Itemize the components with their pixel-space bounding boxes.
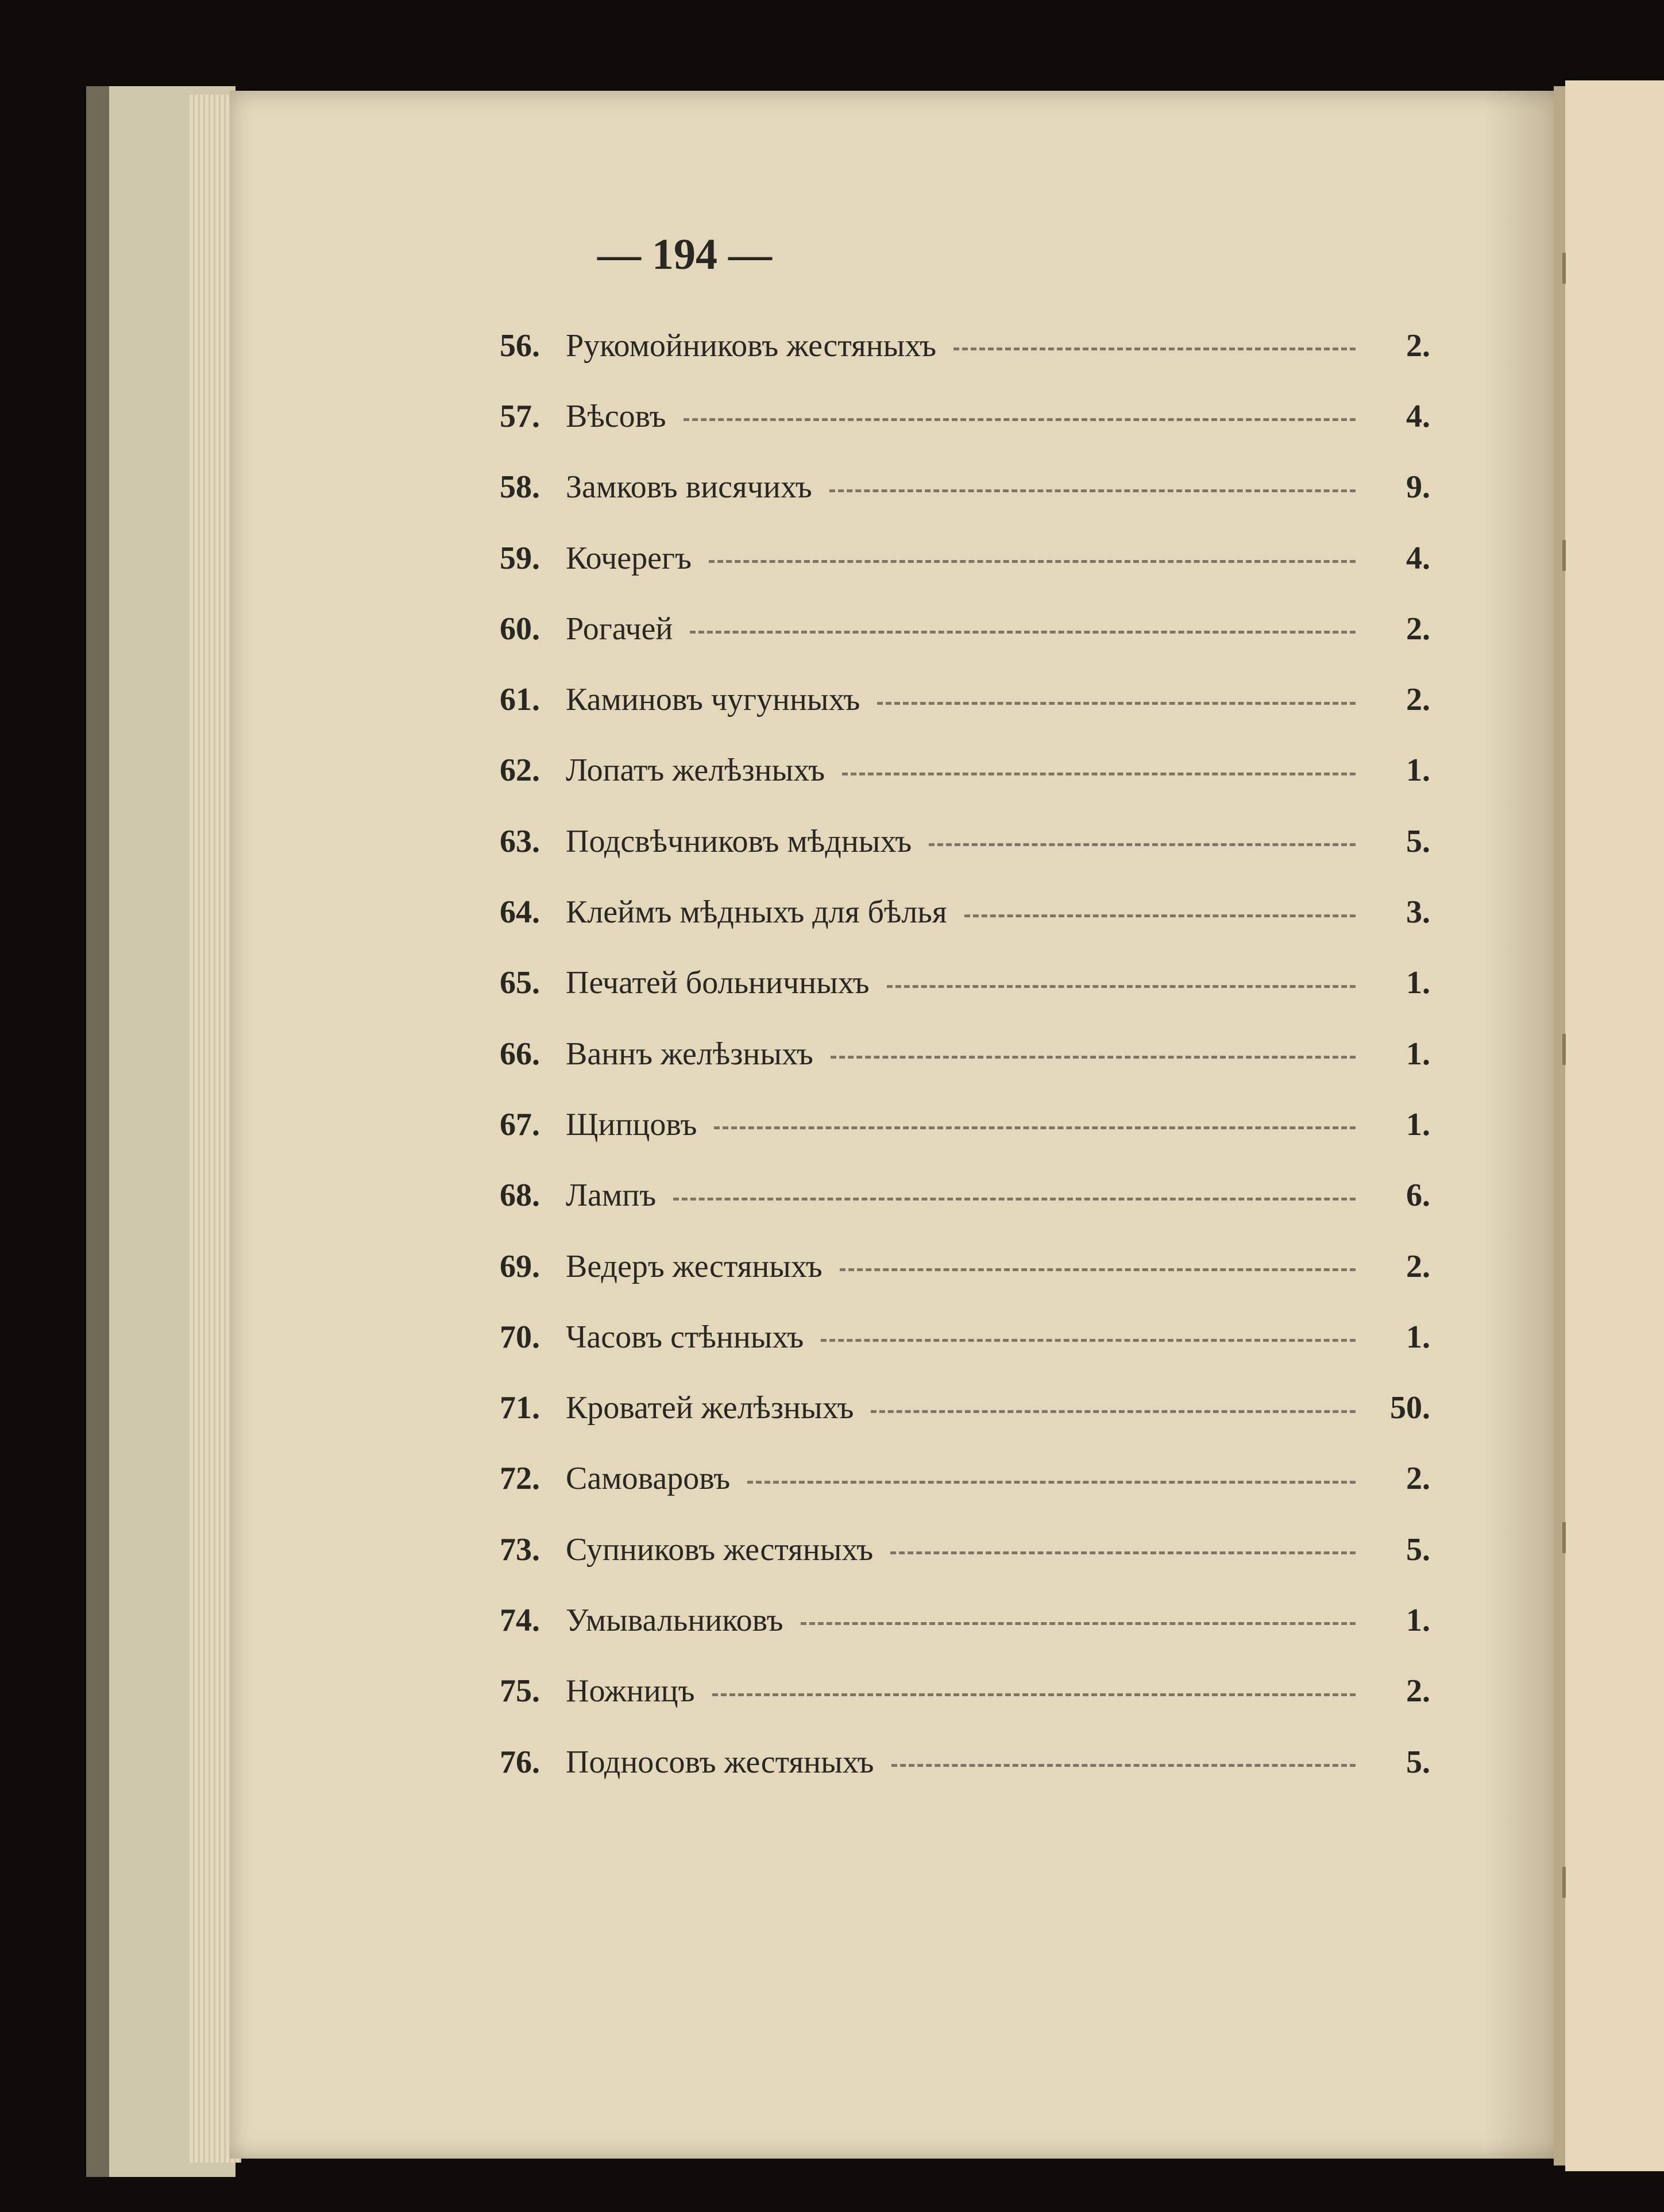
list-item [500, 948, 1430, 1018]
list-item [500, 593, 1430, 664]
item-name: Подсвѣчниковъ мѣдныхъ [566, 823, 912, 859]
dash-leader [690, 631, 1356, 634]
dash-leader [801, 1622, 1356, 1625]
item-quantity: 5. [1406, 823, 1430, 859]
item-quantity: 50. [1390, 1390, 1430, 1426]
binding-thread [1562, 1867, 1566, 1898]
list-item [500, 452, 1430, 523]
item-number: 73. [500, 1531, 540, 1568]
item-number: 61. [500, 682, 540, 718]
item-number: 68. [500, 1178, 540, 1214]
item-name: Кроватей желѣзныхъ [566, 1390, 854, 1426]
dash-leader [840, 1268, 1356, 1271]
item-name: Замковъ висячихъ [566, 469, 812, 505]
item-number: 64. [500, 894, 540, 931]
left-board-edge [86, 86, 109, 2177]
item-quantity: 1. [1406, 1602, 1430, 1638]
item-name: Печатей больничныхъ [566, 965, 870, 1001]
list-item [500, 1514, 1430, 1585]
dash-leader [747, 1481, 1356, 1484]
item-number: 65. [500, 965, 540, 1001]
page-number: — 194 — [597, 230, 772, 279]
dash-leader [964, 914, 1356, 917]
item-quantity: 1. [1406, 1319, 1430, 1355]
item-quantity: 5. [1406, 1531, 1430, 1568]
dash-leader [890, 1551, 1356, 1554]
item-number: 74. [500, 1602, 540, 1638]
dash-leader [673, 1198, 1356, 1200]
item-quantity: 1. [1406, 965, 1430, 1001]
item-number: 66. [500, 1036, 540, 1072]
item-quantity: 1. [1406, 752, 1430, 789]
item-quantity: 3. [1406, 894, 1430, 931]
item-number: 67. [500, 1106, 540, 1142]
list-item [500, 1160, 1430, 1231]
item-number: 75. [500, 1673, 540, 1709]
item-name: Рогачей [566, 611, 673, 647]
item-quantity: 2. [1406, 1673, 1430, 1709]
item-number: 76. [500, 1744, 540, 1780]
item-name: Самоваровъ [566, 1461, 731, 1497]
dash-leader [684, 418, 1356, 421]
dash-leader [829, 489, 1356, 492]
list-item [500, 523, 1430, 593]
dash-leader [714, 1126, 1356, 1129]
item-quantity: 2. [1406, 682, 1430, 718]
item-quantity: 4. [1406, 540, 1430, 576]
item-number: 60. [500, 611, 540, 647]
item-name: Вѣсовъ [566, 398, 666, 434]
item-number: 59. [500, 540, 540, 576]
list-item [500, 381, 1430, 451]
list-item [500, 1018, 1430, 1089]
item-name: Часовъ стѣнныхъ [566, 1319, 804, 1355]
dash-leader [877, 702, 1356, 705]
list-item [500, 310, 1430, 381]
item-quantity: 2. [1406, 1461, 1430, 1497]
inventory-list [500, 310, 1430, 1797]
binding-thread [1562, 540, 1566, 571]
list-item [500, 735, 1430, 806]
dash-leader [953, 348, 1356, 350]
item-name: Щипцовъ [566, 1106, 697, 1142]
list-item [500, 1443, 1430, 1514]
item-name: Рукомойниковъ жестяныхъ [566, 327, 937, 364]
item-name: Умывальниковъ [566, 1602, 783, 1638]
dash-leader [887, 985, 1356, 988]
item-quantity: 4. [1406, 398, 1430, 434]
item-name: Каминовъ чугунныхъ [566, 682, 860, 718]
binding-thread [1562, 1522, 1566, 1553]
item-name: Подносовъ жестяныхъ [566, 1744, 874, 1780]
item-name: Клеймъ мѣдныхъ для бѣлья [566, 894, 947, 931]
item-number: 71. [500, 1390, 540, 1426]
item-name: Лопатъ желѣзныхъ [566, 752, 825, 789]
item-name: Кочерегъ [566, 540, 692, 576]
list-item [500, 1231, 1430, 1302]
item-quantity: 9. [1406, 469, 1430, 505]
item-number: 63. [500, 823, 540, 859]
list-item [500, 1656, 1430, 1727]
item-quantity: 2. [1406, 327, 1430, 364]
item-number: 62. [500, 752, 540, 789]
item-quantity: 1. [1406, 1106, 1430, 1142]
list-item [500, 1089, 1430, 1160]
item-quantity: 1. [1406, 1036, 1430, 1072]
list-item [500, 1727, 1430, 1797]
item-name: Ведеръ жестяныхъ [566, 1248, 823, 1284]
item-number: 70. [500, 1319, 540, 1355]
dash-leader [709, 560, 1356, 563]
item-quantity: 2. [1406, 1248, 1430, 1284]
item-quantity: 6. [1406, 1178, 1430, 1214]
item-name: Ножницъ [566, 1673, 695, 1709]
list-item [500, 1302, 1430, 1372]
facing-page [1565, 80, 1664, 2171]
list-item [500, 877, 1430, 947]
item-number: 58. [500, 469, 540, 505]
binding-thread [1562, 253, 1566, 284]
item-name: Лампъ [566, 1178, 657, 1214]
list-item [500, 1372, 1430, 1443]
item-number: 57. [500, 398, 540, 434]
item-quantity: 5. [1406, 1744, 1430, 1780]
dash-leader [891, 1764, 1356, 1767]
gutter-shade [1485, 91, 1565, 2159]
item-quantity: 2. [1406, 611, 1430, 647]
dash-leader [821, 1339, 1356, 1342]
dash-leader [712, 1693, 1356, 1696]
item-number: 72. [500, 1461, 540, 1497]
item-number: 69. [500, 1248, 540, 1284]
item-number: 56. [500, 327, 540, 364]
list-item [500, 664, 1430, 735]
list-item [500, 806, 1430, 877]
dash-leader [871, 1410, 1356, 1413]
item-name: Ваннъ желѣзныхъ [566, 1036, 813, 1072]
dash-leader [842, 773, 1356, 775]
dash-leader [929, 843, 1356, 846]
item-name: Супниковъ жестяныхъ [566, 1531, 874, 1568]
binding-thread [1562, 1034, 1566, 1065]
list-item [500, 1585, 1430, 1655]
dash-leader [831, 1056, 1356, 1059]
